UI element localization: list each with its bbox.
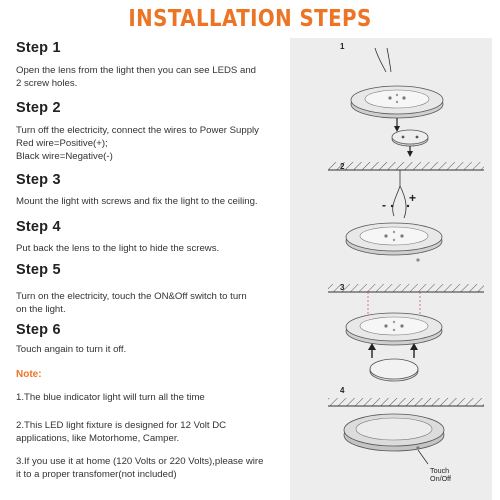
note-item-1-line-1: 1.The blue indicator light will turn all the time: [16, 392, 205, 403]
step-2-text: [16, 124, 278, 163]
step-2-line-3: Black wire=Negative(-): [16, 151, 113, 162]
diagram-1-disassembled-light: [351, 48, 443, 157]
step-5-line-1: Turn on the electricity, touch the ON&Off switch to turn: [16, 291, 247, 302]
step-1-heading: Step 1: [16, 40, 61, 56]
note-item-2-line-2: applications, like Motorhome, Camper.: [16, 433, 180, 444]
step-5-line-2: on the light.: [16, 304, 66, 315]
diagram-2-wiring: [328, 162, 484, 262]
page-title: INSTALLATION STEPS: [128, 6, 372, 32]
note-item-3: [16, 455, 278, 481]
diagram-3-mounting: [328, 284, 484, 381]
step-2-line-2: Red wire=Positive(+);: [16, 138, 108, 149]
diagram-number-3: 3: [340, 283, 345, 292]
step-6-line-1: Touch angain to turn it off.: [16, 344, 127, 355]
step-4-heading: Step 4: [16, 219, 61, 235]
diagram-number-4: 4: [340, 386, 345, 395]
step-2-heading: Step 2: [16, 100, 61, 116]
plus-sign: +: [409, 191, 417, 205]
note-item-3-line-2: it to a proper transfomer(not included): [16, 469, 177, 480]
note-item-3-line-1: 3.If you use it at home (120 Volts or 220 Volts),please wire: [16, 456, 264, 467]
step-5-heading: Step 5: [16, 262, 61, 278]
step-3-heading: Step 3: [16, 172, 61, 188]
diagram-4-finished-light: [328, 398, 484, 464]
note-item-1: [16, 391, 278, 404]
step-1-text: [16, 64, 278, 90]
step-3-line-1: Mount the light with screws and fix the light to the ceiling.: [16, 196, 258, 207]
diagram-number-2: 2: [340, 162, 345, 171]
step-6-text: [16, 343, 278, 356]
step-3-text: [16, 195, 278, 208]
step-4-line-1: Put back the lens to the light to hide the screws.: [16, 243, 220, 254]
step-1-line-2: 2 screw holes.: [16, 78, 78, 89]
step-4-text: [16, 242, 278, 255]
step-1-line-1: Open the lens from the light then you can see LEDS and: [16, 65, 256, 76]
note-heading: Note:: [16, 369, 42, 380]
minus-sign: -: [382, 198, 386, 212]
touch-label-line-2: On/Off: [430, 474, 452, 483]
touch-on-off-label: [430, 467, 451, 483]
installation-diagram: [290, 38, 492, 500]
diagram-number-1: 1: [340, 42, 345, 51]
step-5-text: [16, 290, 278, 316]
touch-label-line-1: Touch: [430, 466, 450, 475]
note-item-2: [16, 419, 278, 445]
step-2-line-1: Turn off the electricity, connect the wires to Power Supply: [16, 125, 259, 136]
note-item-2-line-1: 2.This LED light fixture is designed for 12 Volt DC: [16, 420, 227, 431]
step-6-heading: Step 6: [16, 322, 61, 338]
